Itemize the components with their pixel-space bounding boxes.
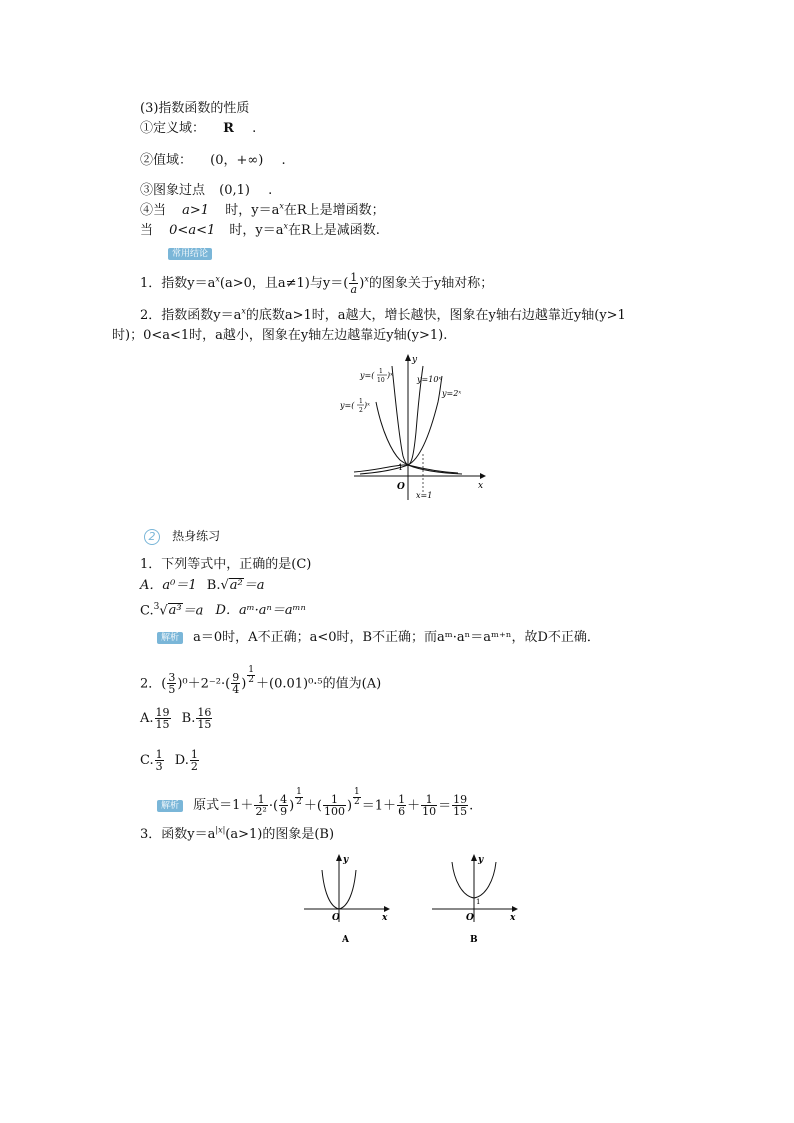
q1-analysis-text: a＝0时，A不正确；a<0时，B不正确；而aᵐ·aⁿ＝aᵐ⁺ⁿ，故D不正确． bbox=[193, 630, 600, 645]
mono1-prefix: ④当 bbox=[140, 203, 167, 218]
y-label: y bbox=[412, 355, 418, 365]
graph-b-y-arrow bbox=[471, 854, 477, 861]
domain-label: ①定义域： bbox=[140, 121, 206, 136]
conclusion-badge-row bbox=[168, 246, 212, 262]
graph-option-b bbox=[430, 852, 522, 946]
graph-a-label: A bbox=[342, 935, 349, 945]
q2-an-f6: $\frac{1}{6}$ bbox=[398, 793, 406, 819]
graph-a-x-label: x bbox=[382, 913, 388, 923]
q2-an-d: ) bbox=[346, 798, 353, 814]
q2-option-a-label: A. bbox=[140, 711, 154, 726]
range-label: ②值域： bbox=[140, 153, 193, 168]
q2-an-f2: $\frac{4}{9}$ bbox=[280, 793, 288, 819]
mono1-exp: x bbox=[279, 201, 284, 211]
one-label: 1 bbox=[398, 463, 404, 472]
c1-exp2: x bbox=[364, 274, 369, 284]
conclusion-item-2-line2: 时)；0<a<1时，a越小，图象在y轴左边越靠近y轴(y>1). bbox=[112, 328, 448, 343]
monotonic-decrease-line bbox=[140, 223, 380, 239]
mono1-mid: 时，y＝a bbox=[225, 203, 280, 218]
x-eq-1-label: x=1 bbox=[416, 491, 433, 500]
label-half-n: 1 bbox=[359, 398, 363, 405]
q2-stem-b: )⁰＋2⁻²·( bbox=[177, 676, 231, 692]
range-value: (0，+∞) bbox=[210, 153, 264, 168]
conclusion-item-2-line1 bbox=[140, 308, 626, 324]
label-half-d: 2 bbox=[359, 407, 363, 414]
graph-a-origin: O bbox=[332, 913, 340, 923]
point-line: ③图象过点 (0,1) . bbox=[140, 183, 273, 198]
mono1-cond: a>1 bbox=[182, 203, 210, 218]
q2-an-g: ＝ bbox=[438, 798, 452, 814]
q1-option-b-radicand: a² bbox=[229, 578, 243, 593]
q1-option-c-label: C. bbox=[140, 603, 154, 619]
q2-an-f7: $\frac{1}{10}$ bbox=[422, 793, 437, 819]
graph-b-y-label: y bbox=[478, 855, 484, 865]
properties-title: (3)指数函数的性质 bbox=[140, 101, 250, 116]
mono2-mid: 时，y＝a bbox=[229, 223, 284, 238]
q3-stem bbox=[140, 827, 334, 843]
q2-option-c-frac: $\frac{1}{3}$ bbox=[155, 748, 163, 773]
q2-option-c-label: C. bbox=[140, 753, 154, 768]
q2-an-e: ＝1＋ bbox=[361, 798, 397, 814]
section-2-header bbox=[144, 528, 220, 545]
q2-stem-a: 2．( bbox=[140, 676, 167, 692]
curve-2x bbox=[360, 376, 442, 474]
label-10x: y=10ˣ bbox=[417, 375, 442, 384]
graph-option-a bbox=[302, 852, 394, 946]
q2-option-a-frac: $\frac{19}{15}$ bbox=[155, 706, 170, 731]
conclusion-badge: 常用结论 bbox=[168, 248, 212, 260]
section-2-number: 2 bbox=[144, 529, 160, 545]
q1-option-c-radicand: a³ bbox=[168, 603, 182, 619]
q2-options-cd bbox=[140, 746, 200, 776]
q2-an-h: . bbox=[469, 798, 474, 814]
q1-stem: 1．下列等式中，正确的是(C) bbox=[140, 557, 312, 572]
label-tenth-x: y=( bbox=[360, 371, 375, 380]
q2-option-b-label: B. bbox=[181, 711, 196, 726]
q3-stem-b: (a>1)的图象是(B) bbox=[225, 827, 335, 842]
q2-an-f: ＋ bbox=[407, 798, 421, 814]
q2-an-c: ＋( bbox=[303, 798, 322, 814]
q2-an-f1: $\frac{1}{\text{2²}}$ bbox=[255, 793, 267, 819]
q2-option-d-frac: $\frac{1}{2}$ bbox=[190, 748, 198, 773]
q1-option-b-end: ＝a bbox=[243, 578, 265, 593]
c1-a: 1．指数y＝a bbox=[140, 276, 216, 291]
q2-option-d-label: D. bbox=[174, 753, 189, 768]
y-axis-arrow bbox=[405, 354, 411, 361]
q2-an-f3: $\frac{1}{2}$ bbox=[296, 787, 302, 807]
q2-options-ab bbox=[140, 704, 213, 734]
graph-a-y-arrow bbox=[336, 854, 342, 861]
q1-analysis-badge: 解析 bbox=[157, 632, 183, 644]
monotonic-increase-line bbox=[140, 203, 385, 219]
q1-option-a: A．a⁰＝1 bbox=[140, 578, 197, 593]
domain-line: ①定义域： R . bbox=[140, 121, 257, 136]
mono2-exp: x bbox=[283, 221, 288, 231]
conclusion-item-1 bbox=[140, 272, 493, 296]
c2-l1: 2．指数函数y＝a bbox=[140, 308, 242, 323]
q2-frac-3-5: $\frac{3}{5}$ bbox=[168, 671, 176, 697]
graph-b-label: B bbox=[470, 935, 478, 945]
c2-l1b: 的底数a>1时，a越大，增长越快，图象在y轴右边越靠近y轴(y>1 bbox=[245, 308, 626, 323]
q2-an-f8: $\frac{19}{15}$ bbox=[453, 793, 468, 819]
mono2-text: 在R上是减函数. bbox=[288, 223, 380, 238]
mono2-prefix: 当 bbox=[140, 223, 154, 238]
graph-a-x-arrow bbox=[384, 906, 390, 912]
c1-c: ) bbox=[359, 276, 365, 291]
label-half-x: y=( bbox=[340, 401, 355, 410]
point-value: (0,1) bbox=[219, 183, 250, 198]
c2-exp: x bbox=[241, 306, 246, 316]
q2-an-f5: $\frac{1}{2}$ bbox=[354, 787, 360, 807]
q2-analysis-badge: 解析 bbox=[157, 800, 183, 812]
q2-analysis: 解析 原式＝1＋ $\frac{1}{\text{2²}}$ ·( $\frac{4}{9}$ ) $\frac{1}{2}$ ＋( $\frac{1}{100}$ ) $\frac{1}{2}$ ＝1＋ $\frac{1}{6}$ ＋ $\frac{1}{10}$ ＝ $\frac{19}{15}$ . bbox=[157, 788, 473, 820]
mono2-cond: 0<a<1 bbox=[169, 223, 216, 238]
exponential-graph bbox=[340, 352, 490, 504]
curve-half-x bbox=[376, 402, 462, 474]
q1-option-d: D．aᵐ·aⁿ＝aᵐⁿ bbox=[215, 603, 306, 619]
q2-stem bbox=[140, 666, 381, 697]
q2-frac-9-4: $\frac{9}{4}$ bbox=[232, 671, 240, 697]
q1-option-c-end: ＝a bbox=[182, 603, 204, 619]
curve-10x bbox=[354, 366, 423, 472]
q3-stem-exp: |x| bbox=[215, 825, 226, 835]
point-label: ③图象过点 bbox=[140, 183, 206, 198]
x-axis-arrow bbox=[480, 473, 486, 479]
x-label: x bbox=[478, 481, 484, 491]
q2-exp-half: $\frac{1}{2}$ bbox=[248, 665, 254, 685]
range-line: ②值域： (0，+∞) . bbox=[140, 153, 286, 168]
q3-stem-a: 3．函数y＝a bbox=[140, 827, 216, 842]
graph-b-x-arrow bbox=[512, 906, 518, 912]
origin-label: O bbox=[397, 482, 405, 492]
q1-option-b-label: B. bbox=[206, 578, 221, 593]
label-tenth-end: )ˣ bbox=[387, 371, 393, 380]
label-2x: y=2ˣ bbox=[442, 389, 462, 398]
q2-stem-c: ) bbox=[241, 676, 247, 692]
mono1-text: 在R上是增函数； bbox=[283, 203, 385, 218]
section-2-title: 热身练习 bbox=[172, 529, 221, 543]
q2-an-a: 原式＝1＋ bbox=[193, 798, 254, 814]
q1-analysis bbox=[157, 630, 600, 646]
c1-b: (a>0，且a≠1)与y＝( bbox=[219, 276, 349, 291]
graph-b-origin: O bbox=[466, 913, 474, 923]
c1-frac: $\frac{1}{a}$ bbox=[350, 271, 358, 296]
q2-an-f4: $\frac{1}{100}$ bbox=[323, 793, 345, 819]
graph-b-x-label: x bbox=[510, 913, 516, 923]
graph-b-one: 1 bbox=[476, 898, 481, 906]
c1-exp: x bbox=[215, 274, 220, 284]
q1-options-ab: A．a⁰＝1 B.√a²＝a bbox=[140, 578, 265, 593]
label-half-end: )ˣ bbox=[364, 401, 370, 410]
domain-value: R bbox=[223, 121, 234, 136]
q2-option-b-frac: $\frac{16}{15}$ bbox=[197, 706, 212, 731]
label-tenth-n: 1 bbox=[379, 368, 383, 375]
label-tenth-d: 10 bbox=[377, 377, 385, 384]
c1-d: 的图象关于y轴对称； bbox=[368, 276, 494, 291]
q1-options-cd: C.$^3$√a³＝a D．aᵐ·aⁿ＝aᵐⁿ bbox=[140, 602, 306, 619]
q2-stem-d: ＋(0.01)⁰·⁵的值为(A) bbox=[256, 676, 382, 692]
graph-a-y-label: y bbox=[343, 855, 349, 865]
